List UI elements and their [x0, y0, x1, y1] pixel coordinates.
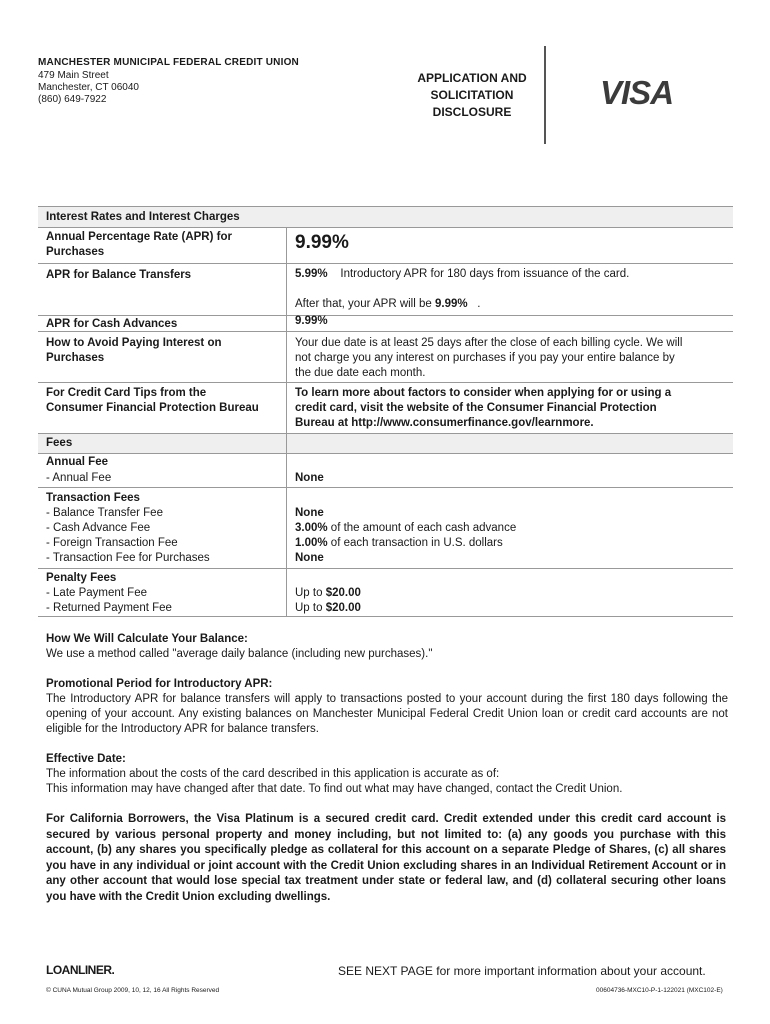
title-line-2: SOLICITATION: [430, 88, 514, 102]
penalty-fees-header: Penalty Fees: [46, 572, 117, 584]
visa-logo: VISA: [600, 74, 674, 111]
california-borrowers-notice: For California Borrowers, the Visa Platinum is a secured credit card. Credit extended under this credit card account is secured by various personal property and money including, but not limited to: (a) any goods you purchase with this account, (b) any shares you specifically pledge as collateral for this account on a separate Pledge of Shares, (c) all shares you have in any individual or joint account with the Credit Union excluding shares in an Individual Retirement Account or in any other account that would lose special tax treatment under state or federal law, and (d) collateral securing other loans you have with the Credit Union excluding dwellings.: [46, 813, 726, 903]
annual-fee-value: None: [295, 472, 324, 484]
row-divider: [38, 487, 733, 488]
apr-bt-intro: [295, 267, 629, 282]
returned-payment-fee-label: - Returned Payment Fee: [46, 602, 172, 614]
cfpb-text: To learn more about factors to consider when applying for or using a: [295, 387, 672, 399]
next-page-bold: SEE NEXT PAGE: [338, 964, 433, 978]
purchase-fee-label: - Transaction Fee for Purchases: [46, 552, 210, 564]
effective-section: [46, 752, 728, 797]
balance-transfer-fee-label: - Balance Transfer Fee: [46, 507, 163, 519]
loanliner-logo: LOANLINER.: [46, 963, 115, 977]
foreign-transaction-fee-label: - Foreign Transaction Fee: [46, 537, 178, 549]
foreign-transaction-fee-value: [295, 536, 503, 551]
late-payment-fee-value: [295, 586, 361, 601]
row-divider: [38, 263, 733, 264]
apr-bt-after: [295, 297, 480, 312]
balance-heading: How We Will Calculate Your Balance:: [46, 633, 248, 645]
cash-advance-fee-value: [295, 521, 516, 536]
form-code: 00604736-MXC10-P-1-122021 (MXC102-E): [596, 987, 723, 994]
address-city: Manchester, CT 06040: [38, 82, 139, 93]
promo-text: The Introductory APR for balance transfers will apply to transactions posted to your account during the first 180 days following the opening of your account. Any existing balances on Manchester Municipal Federal Credit Union loan or credit card accounts are not eligible for the Introductory APR for balance transfers.: [46, 693, 728, 735]
avoid-interest-text: not charge you any interest on purchases if you pay your entire balance by: [295, 352, 675, 364]
late-payment-fee-label: - Late Payment Fee: [46, 587, 147, 599]
balance-text: We use a method called "average daily balance (including new purchases).": [46, 648, 433, 660]
promo-section: [46, 677, 728, 737]
next-page-rest: for more important information about your account.: [432, 964, 706, 978]
row-divider: [38, 453, 733, 454]
returned-fee-amount: $20.00: [325, 602, 361, 614]
apr-bt-after-end: .: [477, 298, 481, 310]
annual-fee-header: Annual Fee: [46, 456, 108, 468]
apr-balance-transfers-label: APR for Balance Transfers: [46, 269, 192, 281]
returned-fee-prefix: Up to: [295, 602, 326, 614]
fees-header-band: [38, 433, 733, 453]
row-divider: [38, 315, 733, 316]
phone-number: (860) 649-7922: [38, 94, 107, 105]
apr-bt-intro-rate: 5.99%: [295, 268, 328, 280]
cash-advance-fee-text: of the amount of each cash advance: [327, 522, 517, 534]
promo-heading: Promotional Period for Introductory APR:: [46, 678, 273, 690]
credit-union-name: MANCHESTER MUNICIPAL FEDERAL CREDIT UNION: [38, 57, 299, 68]
copyright: © CUNA Mutual Group 2009, 10, 12, 16 All Rights Reserved: [46, 987, 220, 994]
header-divider: [544, 46, 546, 144]
apr-purchases-value: 9.99%: [295, 232, 349, 253]
disclosure-table: [38, 206, 733, 617]
row-divider: [38, 616, 733, 617]
apr-purchases-label: Purchases: [46, 246, 105, 258]
apr-bt-after-rate: 9.99%: [435, 298, 468, 310]
returned-payment-fee-value: [295, 601, 361, 616]
purchase-fee-value: None: [295, 552, 324, 564]
foreign-transaction-fee-pct: 1.00%: [295, 537, 328, 549]
cfpb-link-text: Bureau at http://www.consumerfinance.gov/learnmore.: [295, 417, 594, 429]
foreign-transaction-fee-text: of each transaction in U.S. dollars: [327, 537, 503, 549]
address-street: 479 Main Street: [38, 70, 109, 81]
row-divider: [38, 227, 733, 228]
title-line-3: DISCLOSURE: [432, 105, 512, 119]
late-fee-prefix: Up to: [295, 587, 326, 599]
apr-purchases-label: Annual Percentage Rate (APR) for: [46, 231, 232, 243]
cfpb-label: For Credit Card Tips from the: [46, 387, 207, 399]
effective-text-1: The information about the costs of the card described in this application is accurate as of:: [46, 768, 500, 780]
row-divider: [38, 433, 733, 434]
apr-bt-after-text: After that, your APR will be: [295, 298, 432, 310]
balance-section: [46, 632, 728, 662]
title-line-1: APPLICATION AND: [417, 71, 527, 85]
row-divider: [38, 382, 733, 383]
transaction-fees-header: Transaction Fees: [46, 492, 140, 504]
fees-header: Fees: [46, 437, 73, 449]
document-title: [384, 70, 560, 121]
cfpb-text: credit card, visit the website of the Consumer Financial Protection: [295, 402, 657, 414]
next-page-notice: [338, 964, 706, 978]
cfpb-label: Consumer Financial Protection Bureau: [46, 402, 259, 414]
apr-cash-advances-value: 9.99%: [295, 315, 328, 327]
balance-transfer-fee-value: None: [295, 507, 324, 519]
column-divider: [286, 227, 287, 433]
apr-cash-advances-label: APR for Cash Advances: [46, 318, 178, 330]
avoid-interest-label: How to Avoid Paying Interest on: [46, 337, 222, 349]
late-fee-amount: $20.00: [325, 587, 361, 599]
effective-text-2: This information may have changed after that date. To find out what may have changed, contact the Credit Union.: [46, 783, 623, 795]
apr-bt-intro-text: Introductory APR for 180 days from issuance of the card.: [340, 268, 630, 280]
row-divider: [38, 568, 733, 569]
annual-fee-label: - Annual Fee: [46, 472, 112, 484]
avoid-interest-text: Your due date is at least 25 days after the close of each billing cycle. We will: [295, 337, 683, 349]
avoid-interest-text: the due date each month.: [295, 367, 426, 379]
avoid-interest-label: Purchases: [46, 352, 105, 364]
cash-advance-fee-pct: 3.00%: [295, 522, 328, 534]
cash-advance-fee-label: - Cash Advance Fee: [46, 522, 151, 534]
interest-rates-header: Interest Rates and Interest Charges: [46, 211, 240, 223]
column-divider: [286, 433, 287, 616]
effective-heading: Effective Date:: [46, 753, 126, 765]
